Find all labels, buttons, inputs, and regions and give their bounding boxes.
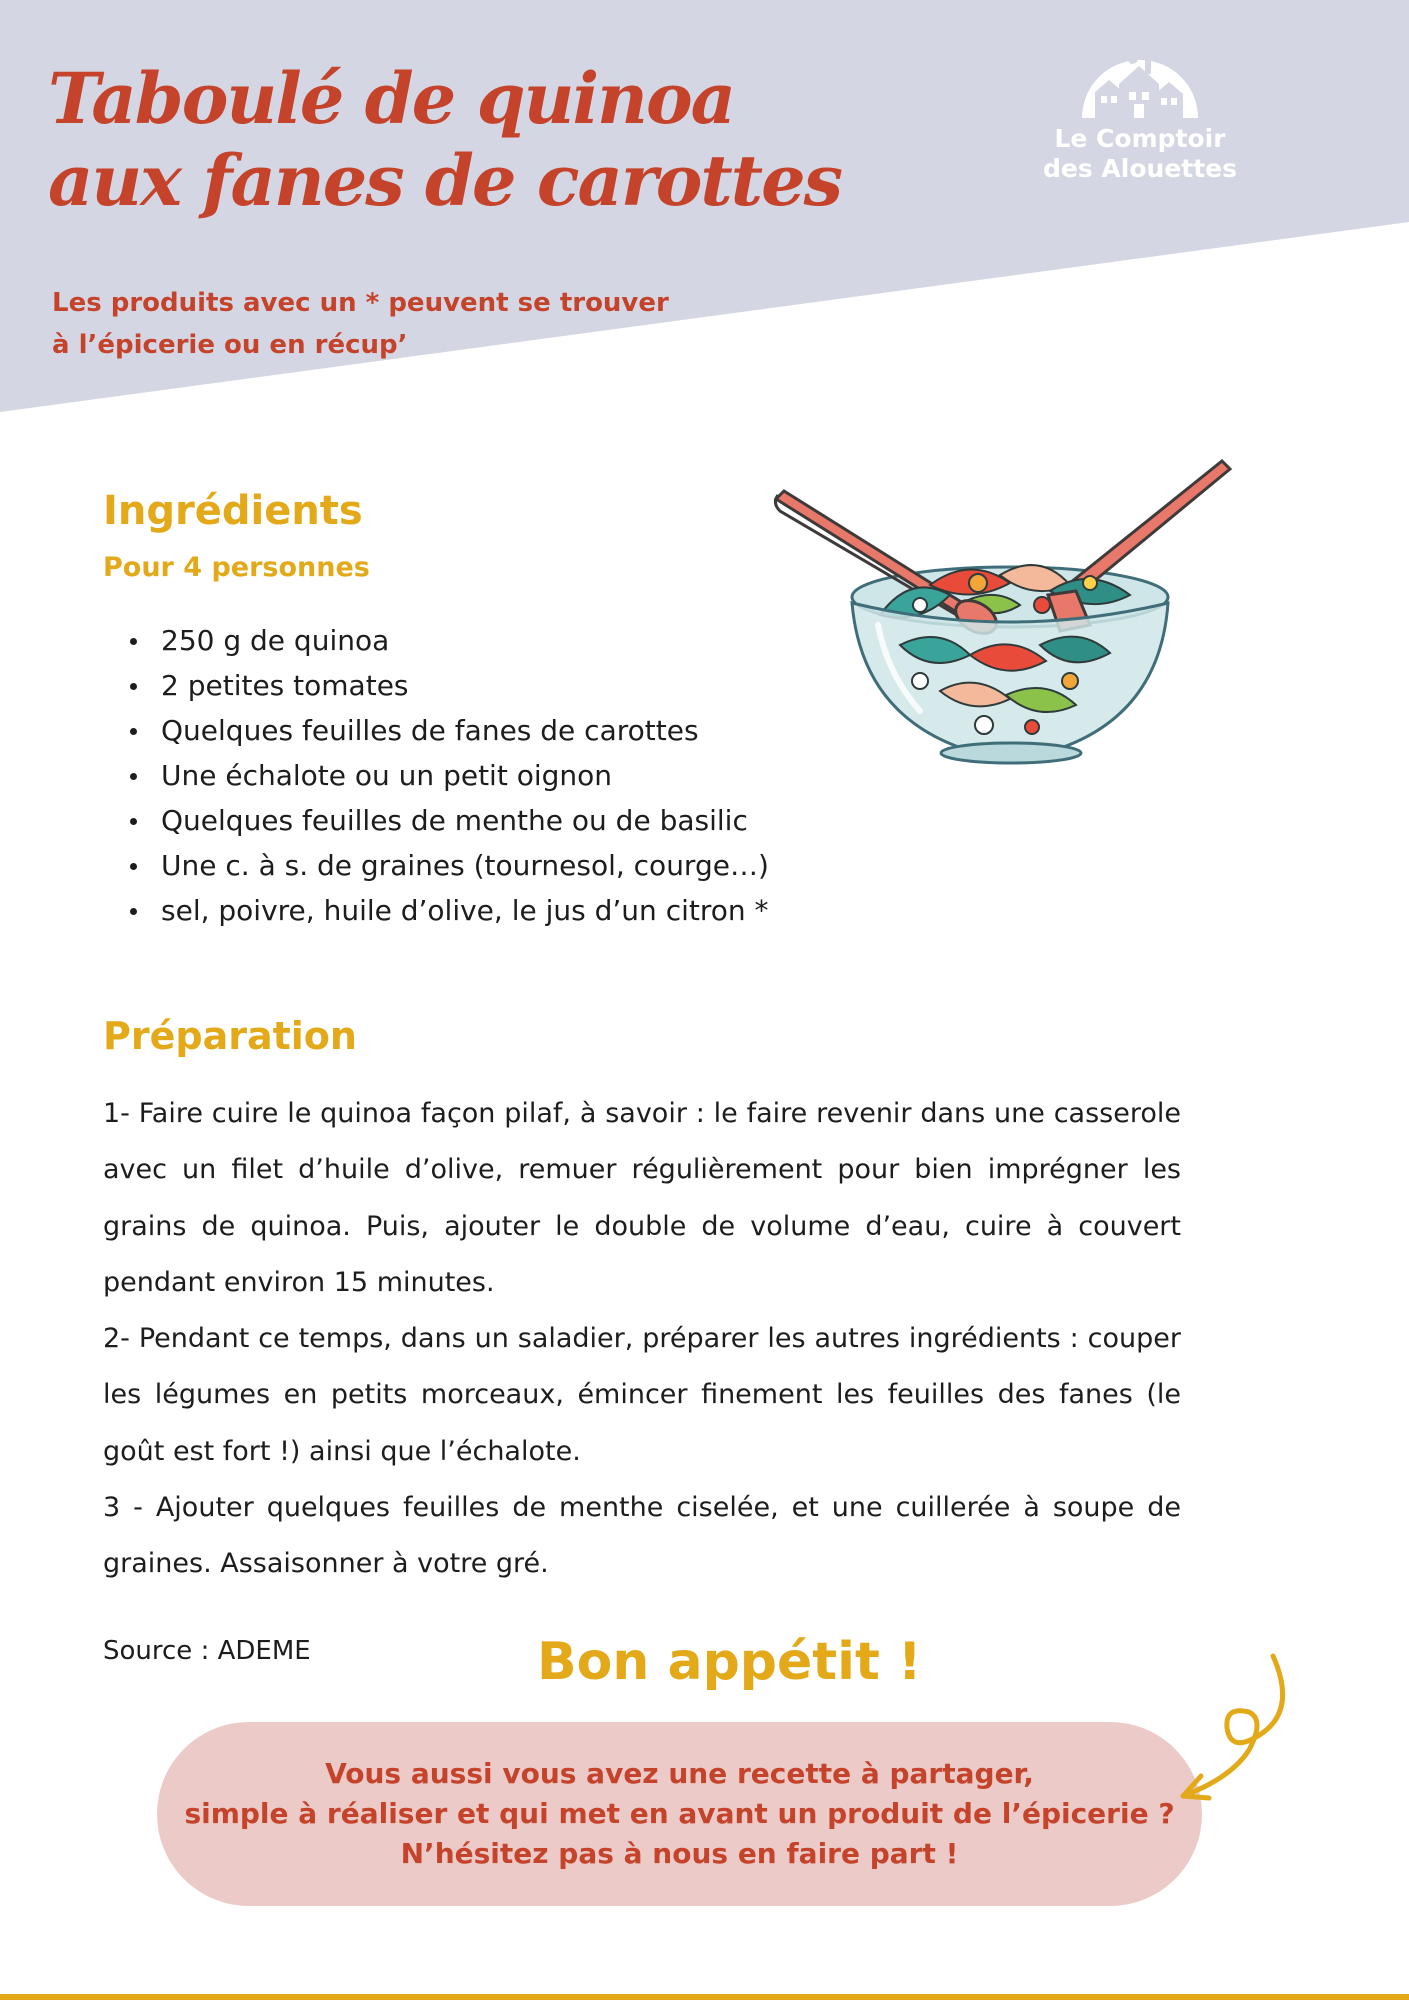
salad-bowl-illustration — [770, 455, 1240, 775]
ingredients-heading: Ingrédients — [103, 488, 363, 534]
recipe-title — [48, 58, 841, 222]
ingredient-item: Quelques feuilles de fanes de carottes — [103, 708, 769, 753]
callout-line-2: simple à réaliser et qui met en avant un produit de l’épicerie ? — [184, 1797, 1175, 1830]
preparation-step: 3 - Ajouter quelques feuilles de menthe ciselée, et une cuillerée à soupe de graines. Assaisonner à votre gré. — [103, 1492, 1181, 1580]
title-line-2: aux fanes de carottes — [48, 139, 842, 222]
ingredient-item: 250 g de quinoa — [103, 618, 769, 663]
ingredient-item: Quelques feuilles de menthe ou de basilic — [103, 798, 769, 843]
ingredient-item: sel, poivre, huile d’olive, le jus d’un citron * — [103, 888, 769, 933]
note-line-2: à l’épicerie ou en récup’ — [52, 330, 408, 360]
curly-arrow-icon — [1165, 1650, 1295, 1810]
preparation-steps — [103, 1086, 1181, 1593]
servings-label: Pour 4 personnes — [103, 552, 370, 583]
share-recipe-callout — [157, 1722, 1202, 1906]
callout-line-3: N’hésitez pas à nous en faire part ! — [400, 1837, 959, 1870]
note-line-1: Les produits avec un * peuvent se trouver — [52, 288, 669, 318]
ingredient-item: Une c. à s. de graines (tournesol, courge…) — [103, 843, 769, 888]
preparation-step: 2- Pendant ce temps, dans un saladier, préparer les autres ingrédients : couper les légumes en petits morceaux, émincer finement les feuilles des fanes (le goût est fort !) ainsi que l’échalote. — [103, 1323, 1181, 1467]
bottom-border — [0, 1994, 1409, 2000]
shop-logo — [1040, 30, 1240, 184]
callout-line-1: Vous aussi vous avez une recette à partager, — [325, 1757, 1034, 1790]
recipe-note — [52, 282, 669, 366]
logo-line-1: Le Comptoir — [1054, 124, 1226, 153]
preparation-step: 1- Faire cuire le quinoa façon pilaf, à savoir : le faire revenir dans une casserole avec un filet d’huile d’olive, remuer régulièrement pour bien imprégner les grains de quinoa. Puis, ajouter le double de volume d’eau, cuire à couvert pendant environ 15 minutes. — [103, 1098, 1181, 1298]
ingredient-list — [103, 618, 769, 933]
preparation-heading: Préparation — [103, 1014, 357, 1058]
closing-heading: Bon appétit ! — [537, 1632, 922, 1692]
title-line-1: Taboulé de quinoa — [48, 57, 734, 140]
house-logo-icon — [1079, 30, 1201, 120]
ingredient-item: Une échalote ou un petit oignon — [103, 753, 769, 798]
ingredient-item: 2 petites tomates — [103, 663, 769, 708]
source-credit: Source : ADEME — [103, 1636, 311, 1666]
logo-line-2: des Alouettes — [1042, 154, 1238, 183]
